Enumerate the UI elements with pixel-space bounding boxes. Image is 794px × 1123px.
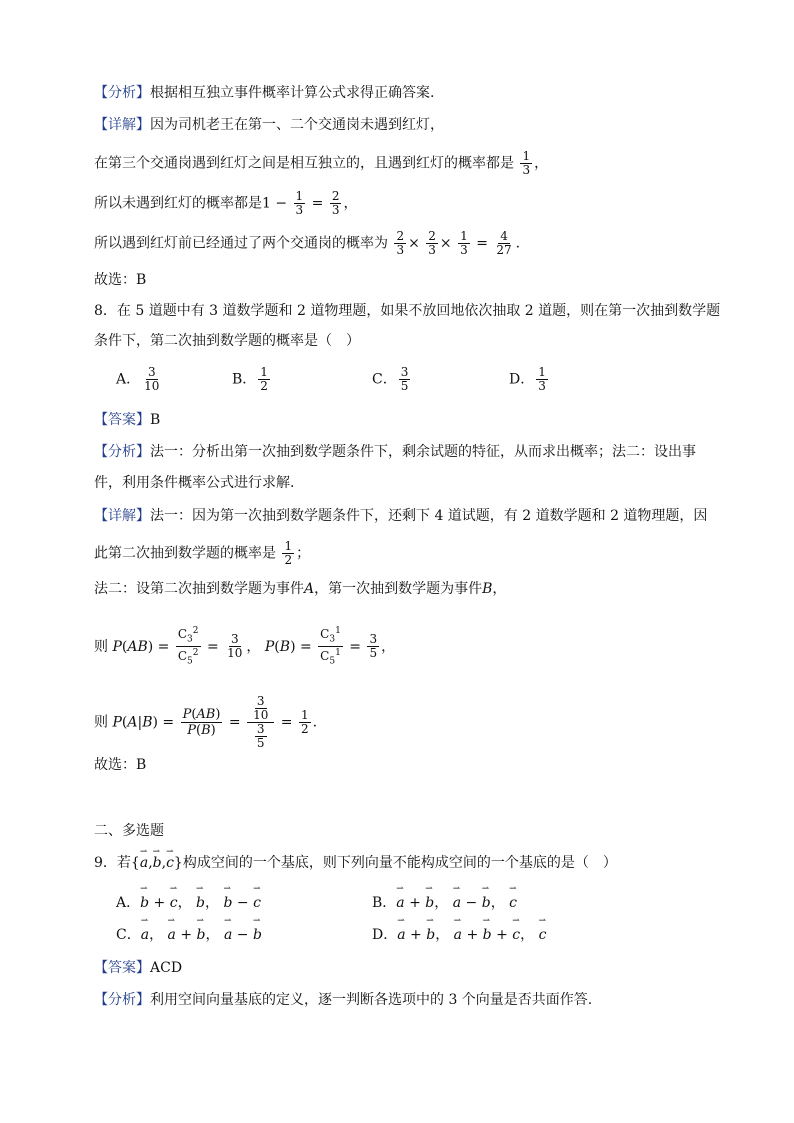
q8-detail-line4: 则 P(AB) = $\frac{C_3^2}{C_5^2}$ = $\frac{3}{10}$ ， P(B) = $\frac{C_3^1}{C_5^1}$ = $\frac{3}{5}$ ， [94, 626, 396, 667]
q8-answer: 【答案】B [94, 412, 161, 428]
q7-answer: 故选：B [94, 272, 147, 288]
q8-detail-line5: 则 P(A|B) = $\frac{P(AB)}{P(B)}$ = $\frac{\frac{3}{10}}{\frac{3}{5}}$ = $\frac{1}{2}$ . [94, 694, 318, 750]
q9-option-d: D．⇀ a + ⇀ b， ⇀ a + ⇀ b + ⇀ c， ⇀ c [372, 924, 546, 944]
q9-answer: 【答案】ACD [94, 960, 183, 976]
q8-analysis-line1: 【分析】法一：分析出第一次抽到数学题条件下，剩余试题的特征，从而求出概率；法二：设出事 [94, 444, 696, 460]
q8-stem-line2: 条件下，第二次抽到数学题的概率是（ ） [94, 333, 360, 349]
q9-stem: 9．若{⇀ a,⇀ b,⇀ c}构成空间的一个基底，则下列向量不能构成空间的一个基底的是（ ） [94, 853, 617, 873]
q7-detail-line4: 所以遇到红灯前已经通过了两个交通岗的概率为 $\frac{2}{3}$ × $\frac{2}{3}$ × $\frac{1}{3}$ = $\frac{4}{27}$ . [94, 229, 521, 257]
q9-analysis: 【分析】利用空间向量基底的定义，逐一判断各选项中的 3 个向量是否共面作答. [94, 992, 593, 1008]
q8-analysis-line2: 件，利用条件概率公式进行求解. [94, 475, 295, 491]
q8-option-b: B． $\frac{1}{2}$ [232, 365, 268, 393]
q8-option-c: C． $\frac{3}{5}$ [372, 365, 409, 393]
q7-detail-line1: 【详解】因为司机老王在第一、二个交通岗未遇到红灯， [94, 117, 444, 133]
q8-option-d: D． $\frac{1}{3}$ [509, 365, 546, 393]
q7-detail-line3: 所以未遇到红灯的概率都是1 − $\frac{1}{3}$ = $\frac{2}{3}$ ， [94, 189, 358, 217]
section-title: 二、多选题 [94, 823, 164, 839]
q9-option-a: A．⇀ b + ⇀ c， ⇀ b， ⇀ b − ⇀ c [116, 892, 261, 912]
q9-option-c: C．⇀ a， ⇀ a + ⇀ b， ⇀ a − ⇀ b [116, 924, 262, 944]
q7-analysis: 【分析】根据相互独立事件概率计算公式求得正确答案. [94, 85, 435, 101]
q9-option-b: B．⇀ a + ⇀ b， ⇀ a − ⇀ b， ⇀ c [372, 892, 517, 912]
q8-option-a: A． $\frac{3}{10}$ [116, 365, 160, 393]
q8-detail-line3: 法二：设第二次抽到数学题为事件A，第一次抽到数学题为事件B， [94, 581, 507, 597]
q8-answer-line: 故选：B [94, 757, 147, 773]
q8-stem-line1: 8．在 5 道题中有 3 道数学题和 2 道物理题，如果不放回地依次抽取 2 道题，则在第一次抽到数学题 [94, 303, 721, 319]
fraction: $\frac{1}{3}$ [522, 149, 531, 177]
q8-detail-line1: 【详解】法一：因为第一次抽到数学题条件下，还剩下 4 道试题，有 2 道数学题和 2 道物理题，因 [94, 508, 708, 524]
q7-detail-line2: 在第三个交通岗遇到红灯之间是相互独立的，且遇到红灯的概率都是 $\frac{1}{3}$ ， [94, 149, 549, 177]
q8-detail-line2: 此第二次抽到数学题的概率是 $\frac{1}{2}$ ； [94, 539, 311, 567]
